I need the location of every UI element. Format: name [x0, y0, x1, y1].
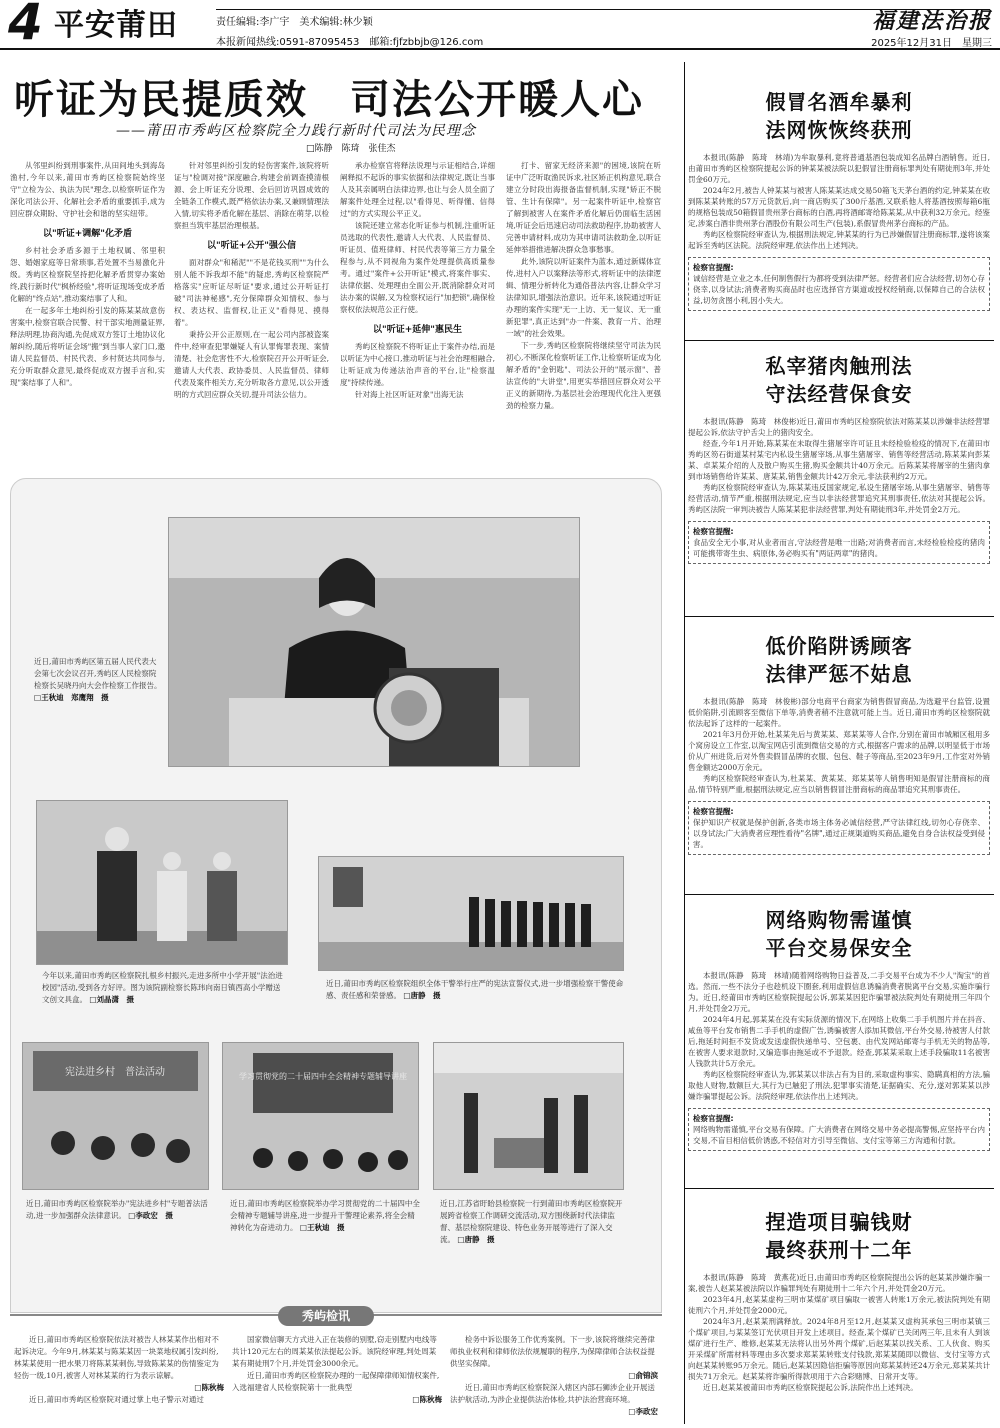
caption-text: 今年以来,莆田市秀屿区检察院扎根乡村振兴,走进多所中小学开展"法治进校园"活动,受到各方好评。图为该院副检察长陈玮向南日镇西高小学赠送文创文具盒。 — [42, 971, 283, 1004]
article-title-line-2: 法律严惩不姑息 — [765, 662, 913, 686]
brief-credit: □陈秋梅 — [412, 1395, 442, 1404]
paragraph: 2021年3月份开始,杜某某先后与黄某某、郑某某等人合作,分别在莆田市城厢区租用多个窝房设立工作室,以淘宝网店引流到微信交易的方式,根据客户需求的品牌,以明显低于市场价从广州进货,后对外售卖假冒品牌的衣服、包包、鞋子等商品,至2023年9月,工作室对外销售金额达2000万余元。 — [688, 730, 990, 772]
paragraph: 本报讯(陈静 陈琦 林俊彬)近日,莆田市秀屿区检察院依法对陈某某以涉嫌非法经营罪提起公诉,依法守护舌尖上的猪肉安全。 — [688, 417, 990, 437]
article-title-line-2: 守法经营保食安 — [765, 382, 913, 406]
photo-caption — [26, 1198, 210, 1222]
article-body — [684, 152, 994, 311]
paragraph: 从邻里纠纷到刑事案件,从田间地头到海岛渔村,今年以来,莆田市秀屿区检察院始终坚守"立检为公、执法为民"理念,以检察听证作为深化司法公开、化解社会矛盾的重要抓手,成为回应群众期盼、守护社会和谐的坚实纽带。 — [10, 161, 165, 218]
photo-caption — [440, 1198, 626, 1246]
article-title-line-2: 平台交易保安全 — [765, 936, 913, 960]
article-title-line-2: 最终获刑十二年 — [765, 1238, 913, 1262]
brief-credit: □俞锦滨 — [628, 1371, 658, 1380]
paragraph: 2024年2月,被告人钟某某与被害人陈某某达成交易50箱飞天茅台酒的约定,钟某某在收到陈某某转账的57万元货款后,向一商店购买了300斤基酒,又联系他人将基酒按照每箱6瓶的规格包装成50箱假冒贵州茅台商标的白酒,再将酒邮寄给陈某某,从中获利32万余元。经鉴定,涉案白酒非贵州茅台酒股份有限公司生产(包装),系假冒贵州茅台商标的产品。 — [688, 186, 990, 228]
paragraph: 秀屿区检察院经审查认为,陈某某违反国家规定,私设生猪屠宰场,从事生猪屠宰、销售等经营活动,情节严重,根据刑法规定,应当以非法经营罪追究其刑事责任,依法对其提起公诉。秀屿区法院一审判决被告人陈某某犯非法经营罪,判处有期徒刑3年,并处罚金2万元。 — [688, 483, 990, 514]
main-photo-caption — [34, 656, 162, 704]
page-number: 4 — [8, 0, 43, 51]
sidebar-article-4 — [684, 906, 994, 1176]
xiuyu-briefs-title: 秀屿检讯 — [278, 1306, 374, 1326]
article-title-line-2: 法网恢恢终获刑 — [765, 118, 913, 142]
paragraph: 秉持公开公正原则,在一起公司内部被盗案件中,经审查犯罪嫌疑人有认罪悔罪表现、案情清楚、社会危害性不大,检察院召开公开听证会,邀请人大代表、政协委员、人民监督员、律师代表及案件相关方,充分听取各方意见,以公开透明的方式回应群众关切,提升司法公信力。 — [174, 330, 329, 399]
sidebar-article-2 — [684, 352, 994, 604]
article-column-4 — [506, 160, 661, 450]
caption-text: 近日,江苏省盱眙县检察院一行到莆田市秀屿区检察院开展跨省检察工作调研交流活动,双方围绕新时代法律监督、基层检察院建设、特色业务开展等进行了深入交流。 — [440, 1199, 623, 1244]
masthead-logo: 福建法治报 — [871, 8, 992, 34]
editors-line: 责任编辑:李广宇 美术编辑:林少颖 — [216, 17, 373, 28]
prosecutor-tip — [688, 801, 990, 855]
article-divider — [684, 616, 994, 617]
article-divider — [684, 340, 994, 341]
paragraph: 秀屿区检察院经审查认为,根据刑法规定,钟某某的行为已涉嫌假冒注册商标罪,遂将该案起诉至秀屿区法院。法院经审理,依法作出上述判决。 — [688, 230, 990, 250]
tip-text: 保护知识产权就是保护创新,各类市场主体务必诚信经营,严守法律红线,切勿心存侥幸、以身试法;广大消费者应理性看待"名牌",通过正规渠道购买商品,避免自身合法权益受到侵害。 — [693, 818, 985, 849]
article-body — [684, 416, 994, 564]
photo-law-village — [22, 1042, 209, 1190]
photo-caption — [42, 970, 286, 1006]
paragraph: 近日,赵某某被莆田市秀屿区检察院提起公诉,法院作出上述判决。 — [703, 1383, 918, 1392]
tip-label: 检察官提醒: — [693, 263, 734, 272]
article-title-line-1: 网络购物需谨慎 — [765, 908, 913, 932]
photo-credit: □刘晶潇 摄 — [89, 995, 134, 1004]
article-title-line-1: 私宰猪肉触刑法 — [765, 354, 913, 378]
paragraph: 秀屿区检察院经审查认为,杜某某、黄某某、郑某某等人销售明知是假冒注册商标的商品,情节特别严重,根据刑法规定,应当以销售假冒注册商标的商品罪追究其刑事责任。 — [688, 774, 990, 794]
article-divider — [684, 1188, 994, 1189]
tip-label: 检察官提醒: — [693, 807, 734, 816]
article-title-line-1: 捏造项目骗钱财 — [765, 1210, 913, 1234]
paragraph: 面对群众"和稀泥""不是花钱买刑""为什么别人能不诉我却不能"的疑虑,秀屿区检察院严格落实"应听证尽听证"要求,通过公开听证打破"司法神秘感",充分保障群众知情权、参与权、表达权、监督权,让正义"看得见、摸得着"。 — [174, 258, 329, 327]
article-column-1 — [10, 160, 165, 450]
prosecutor-tip — [688, 1108, 990, 1151]
briefs-column-1 — [14, 1334, 224, 1422]
brief-text: 近日,莆田市秀屿区检察院对通过掌上电子警示对通过 — [29, 1395, 204, 1404]
brief-text: 近日,莆田市秀屿区检察院办理的一起保障律师知情权案件,入选福建省人民检察院第十一批典型 — [232, 1371, 440, 1392]
photo-credit: □王秋迪 郑鹰翔 摄 — [34, 693, 109, 702]
article-divider — [684, 894, 994, 895]
paragraph: 经查,今年1月开始,陈某某在未取得生猪屠宰许可证且未经检验检疫的情况下,在莆田市秀屿区笏石街道某村某宅内私设生猪屠宰场,从事生猪屠宰、销售等经营活动,陈某某向彭某某、卓某某介绍的人及散户购买生猪,购买金额共计40万余元。后陈某某将屠宰的生猪肉拿到市场销售给许某某、唐某某,销售金额共计42万余元,非法获利约2万元。 — [688, 439, 990, 481]
briefs-column-2 — [232, 1334, 442, 1422]
photo-visit — [433, 1042, 624, 1190]
main-byline: □陈静 陈琦 张佳杰 — [306, 144, 396, 154]
issue-date: 2025年12月31日 星期三 — [871, 38, 992, 49]
article-body — [684, 1272, 994, 1393]
photo-credit: □唐静 摄 — [403, 991, 441, 1000]
tip-text: 诚信经营是立业之本,任何制售假行为都将受到法律严惩。经营者们应合法经营,切勿心存侥幸,以身试法;消费者购买商品时也应选择官方渠道或授权经销商,以保障自己的合法权益,切勿贪图小利,因小失大。 — [693, 274, 985, 305]
caption-text: 近日,莆田市秀屿区检察院举办学习贯彻党的二十届四中全会精神专题辅导讲座,进一步提升干警理论素养,将全会精神转化为奋进动力。 — [230, 1199, 420, 1232]
photo-school-gift — [36, 800, 288, 965]
paragraph: 乡村社会矛盾多源于土地权属、邻里积怨、婚姻家庭等日常琐事,若处置不当易激化升级。秀屿区检察院坚持把化解矛盾贯穿办案始终,践行新时代"枫桥经验",将听证现场变成矛盾化解的"终点站",推动案结事了人和。 — [10, 246, 165, 303]
tip-label: 检察官提醒: — [693, 1114, 734, 1123]
photo-credit: □王秋迪 摄 — [299, 1223, 345, 1232]
main-headline: 听证为民提质效 司法公开暖人心 — [14, 77, 644, 123]
paragraph: 此外,该院以听证案件为蓝本,通过新媒体宣传,进村入户以案释法等形式,将听证中的法律逻辑、情理分析转化为通俗普法内容,让群众学习法律知识,增强法治意识。近年来,该院通过听证办理的案件实现"无一上访、无一复议、无一重新犯罪",真正达到"办一件案、教育一片、治理一域"的社会效果。 — [506, 257, 661, 338]
paragraph: 2024年4月起,郭某某在没有实际货源的情况下,在网络上收集二手手机图片并在抖音、咸鱼等平台发布销售二手手机的虚假广告,诱骗被害人添加其微信,平台外交易,待被害人付款后,拖延时间拒不发货或发送虚假快递单号、空包裹、由代发网站邮寄与手机无关的物品等,在被害人要求退款时,又编造事由拖延或不予退款。经查,郭某某采取上述手段骗取11名被害人钱款共计5万余元。 — [688, 1015, 990, 1068]
paragraph: 打卡、留家无经济来源"的困境,该院在听证中广泛听取渔民诉求,社区矫正机构意见,联合建立分时段出海报备监督机制,实现"矫正不脱管、生计有保障"。另一起案件听证中,检察官了解到被害人在案件矛盾化解后仍面临生活困境,听证会后迅速启动司法救助程序,协助被害人完善申请材料,成功为其申请司法救助金,以听证延伸举措推进解决群众急事愁事。 — [506, 161, 661, 254]
banner-text: 宪法进乡村 普法活动 — [65, 1067, 165, 1078]
article-body — [684, 970, 994, 1151]
paragraph: 承办检察官将释法说理与示证相结合,详细阐释拟不起诉的事实依据和法律规定,既让当事人及其亲属明白法律边界,也让与会人员全面了解案件处理全过程,以"看得见、听得懂、信得过"的方式实现公平正义。 — [340, 161, 495, 218]
page-header — [0, 0, 1000, 50]
article-column-3 — [340, 160, 495, 450]
paragraph: 针对海上社区听证对象"出海无法 — [355, 390, 464, 399]
brief-text: 检务中诉讼服务工作优秀案例。下一步,该院将继续完善律师执业权利和律师依法依规履职的程序,为保障律师合法权益提供坚实保障。 — [450, 1335, 655, 1368]
photo-credit: □唐静 摄 — [457, 1235, 495, 1244]
paragraph: 本报讯(陈静 陈琦 林靖)随着网络购物日益普及,二手交易平台成为不少人"淘宝"的首选。然而,一些不法分子也趁机设下圈套,利用虚假信息诱骗消费者脱离平台交易,实施诈骗行为。近日,经莆田市秀屿区检察院提起公诉,郭某某因犯诈骗罪被法院判处有期徒刑三年四个月,并处罚金2万元。 — [688, 971, 990, 1013]
brief-credit: □陈秋梅 — [194, 1383, 224, 1392]
brief-text: 近日,莆田市秀屿区检察院依法对被告人林某某作出相对不起诉决定。今年9月,林某某与陈某某因一块菜地权属引发纠纷,林某某使用一把水果刀将陈某某刺伤,导致陈某某的伤情鉴定为轻伤一级,10月,被害人对林某某的行为表示谅解。 — [14, 1335, 219, 1380]
brief-text: 国家微信聊天方式进入正在装修的别墅,窃走别墅内电线等共计120元左右的周某某依法提起公诉。该院经审理,判处周某某有期徒刑7个月,并处罚金3000余元。 — [232, 1335, 437, 1368]
paragraph: 2024年3月,赵某某刑满释放。2024年8月至12月,赵某某又虚构其承包三明市某镇三个煤矿项目,与某某签订光伏项目开发上述项目。经查,某个煤矿已关闭两三年,且未有人到该煤矿进行生产、维修,赵某某无法将认出另外两个煤矿,后赵某某以找关系、工人伙食、购买开采煤矿所需材料等理由多次要求郑某某转账支付钱款,郑某某随即以微信、支付宝等方式向赵某某转账95万余元。随后,赵某某因隐信拒骗等原因向郑某某转还24万余元,郑某某共计损失71万余元。赵某某将诈骗所得款项用于六合彩赌博、日常开支等。 — [688, 1317, 990, 1381]
main-photo-speaker — [168, 517, 580, 767]
article-title-line-1: 低价陷阱诱顾客 — [765, 634, 913, 658]
main-subhead: ——莆田市秀屿区检察院全力践行新时代司法为民理念 — [116, 123, 476, 139]
tip-text: 食品安全无小事,对从业者而言,守法经营是唯一出路;对消费者而言,未经检验检疫的猪肉可能携带寄生虫、病原体,务必购买有"两证两章"的猪肉。 — [693, 538, 985, 558]
paragraph: 本报讯(陈静 陈琦 林靖)为牟取暴利,竟将普通基酒包装成知名品牌白酒销售。近日,由莆田市秀屿区检察院提起公诉的钟某某被法院以犯假冒注册商标罪判处有期徒刑3年,并处罚金60万元。 — [688, 153, 990, 184]
photo-credit: □李政宏 摄 — [128, 1211, 173, 1220]
hotline-line: 本报新闻热线:0591-87095453 邮箱:fjfzbbjb@126.com — [216, 37, 484, 48]
sidebar-article-1 — [684, 88, 994, 328]
photo-oath-ceremony — [318, 856, 624, 971]
caption-text: 近日,莆田市秀屿区第五届人民代表大会第七次会议召开,秀屿区人民检察院检察长吴晓丹向大会作检察工作报告。 — [34, 657, 162, 690]
article-column-2 — [174, 160, 329, 450]
section-name: 平安莆田 — [54, 8, 178, 43]
briefs-column-3 — [450, 1334, 658, 1422]
paragraph: 针对邻里纠纷引发的轻伤害案件,该院将听证与"检调对接"深度融合,构建会前调查摸清根源、会上听证充分说理、会后回访巩固成效的全链条工作模式,既严格依法办案,又兼顾情理法入情,切实将矛盾化解在基层、消除在萌芽,以检察担当筑牢基层治理根基。 — [174, 161, 329, 230]
paragraph: 该院还建立常态化听证参与机制,注重听证员选取的代表性,邀请人大代表、人民监督员、听证员、值班律师、村民代表等第三方力量全程参与,从不同视角为案件处理提供高质量参考。通过"案件+公开听证"模式,将案件事实、法律依据、处理理由全面公开,既消除群众对司法办案的误解,又为检察权运行"加把锁",确保检察权依法规范公正行使。 — [340, 221, 495, 314]
paragraph: 2023年4月,赵某某虚构三明市某煤矿项目骗取一被害人转账1万余元,被法院判处有期徒刑六个月,并处罚金2000元。 — [688, 1295, 990, 1315]
paragraph: 下一步,秀屿区检察院将继续坚守司法为民初心,不断深化检察听证工作,让检察听证成为化解矛盾的"金钥匙"、司法公开的"展示窗"、普法宣传的"大讲堂",用更实举措回应群众对公平正义的新期待,为基层社会治理现代化注入更强劲的检察力量。 — [506, 341, 661, 410]
section-subtitle: 以"听证+公开"强公信 — [207, 241, 296, 251]
brief-credit: □李政宏 — [628, 1407, 658, 1416]
photo-lecture — [222, 1042, 419, 1190]
photo-caption — [230, 1198, 420, 1234]
caption-text: 近日,莆田市秀屿区检察院举办"宪法进乡村"专题普法活动,进一步加强群众法律意识。 — [26, 1199, 208, 1220]
sidebar-article-3 — [684, 632, 994, 884]
caption-text: 近日,莆田市秀屿区检察院组织全体干警举行庄严的宪法宣誓仪式,进一步增强检察干警使命感、责任感和荣誉感。 — [326, 979, 624, 1000]
prosecutor-tip — [688, 521, 990, 564]
tip-label: 检察官提醒: — [693, 527, 734, 536]
section-subtitle: 以"听证+延伸"惠民生 — [373, 325, 462, 335]
sidebar-article-5 — [684, 1208, 994, 1424]
section-subtitle: 以"听证+调解"化矛盾 — [43, 229, 132, 239]
prosecutor-tip — [688, 257, 990, 311]
paragraph: 本报讯(陈静 陈琦 黄燕花)近日,由莆田市秀屿区检察院提出公诉的赵某某涉嫌诈骗一案,被告人赵某某被法院以诈骗罪判处有期徒刑十二年六个月,并处罚金20万元。 — [688, 1273, 990, 1293]
paragraph: 本报讯(陈静 陈琦 林俊彬)部分电商平台商家为销售假冒商品,为选避平台监管,设置低价陷阱,引流顾客至微信下单等,消费者稍不注意就可能上当。近日,莆田市秀屿区检察院就依法起诉了这样的一起案件。 — [688, 697, 990, 728]
banner-text: 学习贯彻党的二十届四中全会精神专题辅导讲座 — [239, 1072, 407, 1081]
article-body — [684, 696, 994, 855]
article-title-line-1: 假冒名酒牟暴利 — [765, 90, 913, 114]
tip-text: 网络购物需谨慎,平台交易有保障。广大消费者在网络交易中务必提高警惕,应坚持平台内交易,不盲目相信低价诱惑,不轻信对方引导至微信、支付宝等第三方沟通和付款。 — [693, 1125, 985, 1145]
paragraph: 秀屿区检察院不将听证止于案件办结,而是以听证为中心接口,推动听证与社会治理相融合,让听证成为传递法治声音的平台,让"检察温度"持续传递。 — [340, 342, 495, 387]
photo-caption — [326, 978, 626, 1002]
paragraph: 在一起多年土地纠纷引发的陈某某故意伤害案中,检察官联合民警、村干部实地测量证界,释法明理,协商沟通,先促成双方签订土地协议化解纠纷,随后将听证会场"搬"到当事人家门口,邀请人民监督员、村民代表、乡村贤达共同参与,充分听取群众意见,最终促成双方握手言和,实现"案结事了人和"。 — [10, 306, 165, 387]
brief-text: 近日,莆田市秀屿区检察院深入辖区内部石狮涉企业开展送法护航活动,为涉企业提供法治体检,共护法治营商环境。 — [450, 1383, 655, 1404]
paragraph: 秀屿区检察院经审查认为,郭某某以非法占有为目的,采取虚构事实、隐瞒真相的方法,骗取他人财物,数额巨大,其行为已触犯了刑法,犯罪事实清楚,证据确实、充分,遂对郭某某以涉嫌诈骗罪提起公诉。法院经审理,依法作出上述判决。 — [688, 1070, 990, 1101]
